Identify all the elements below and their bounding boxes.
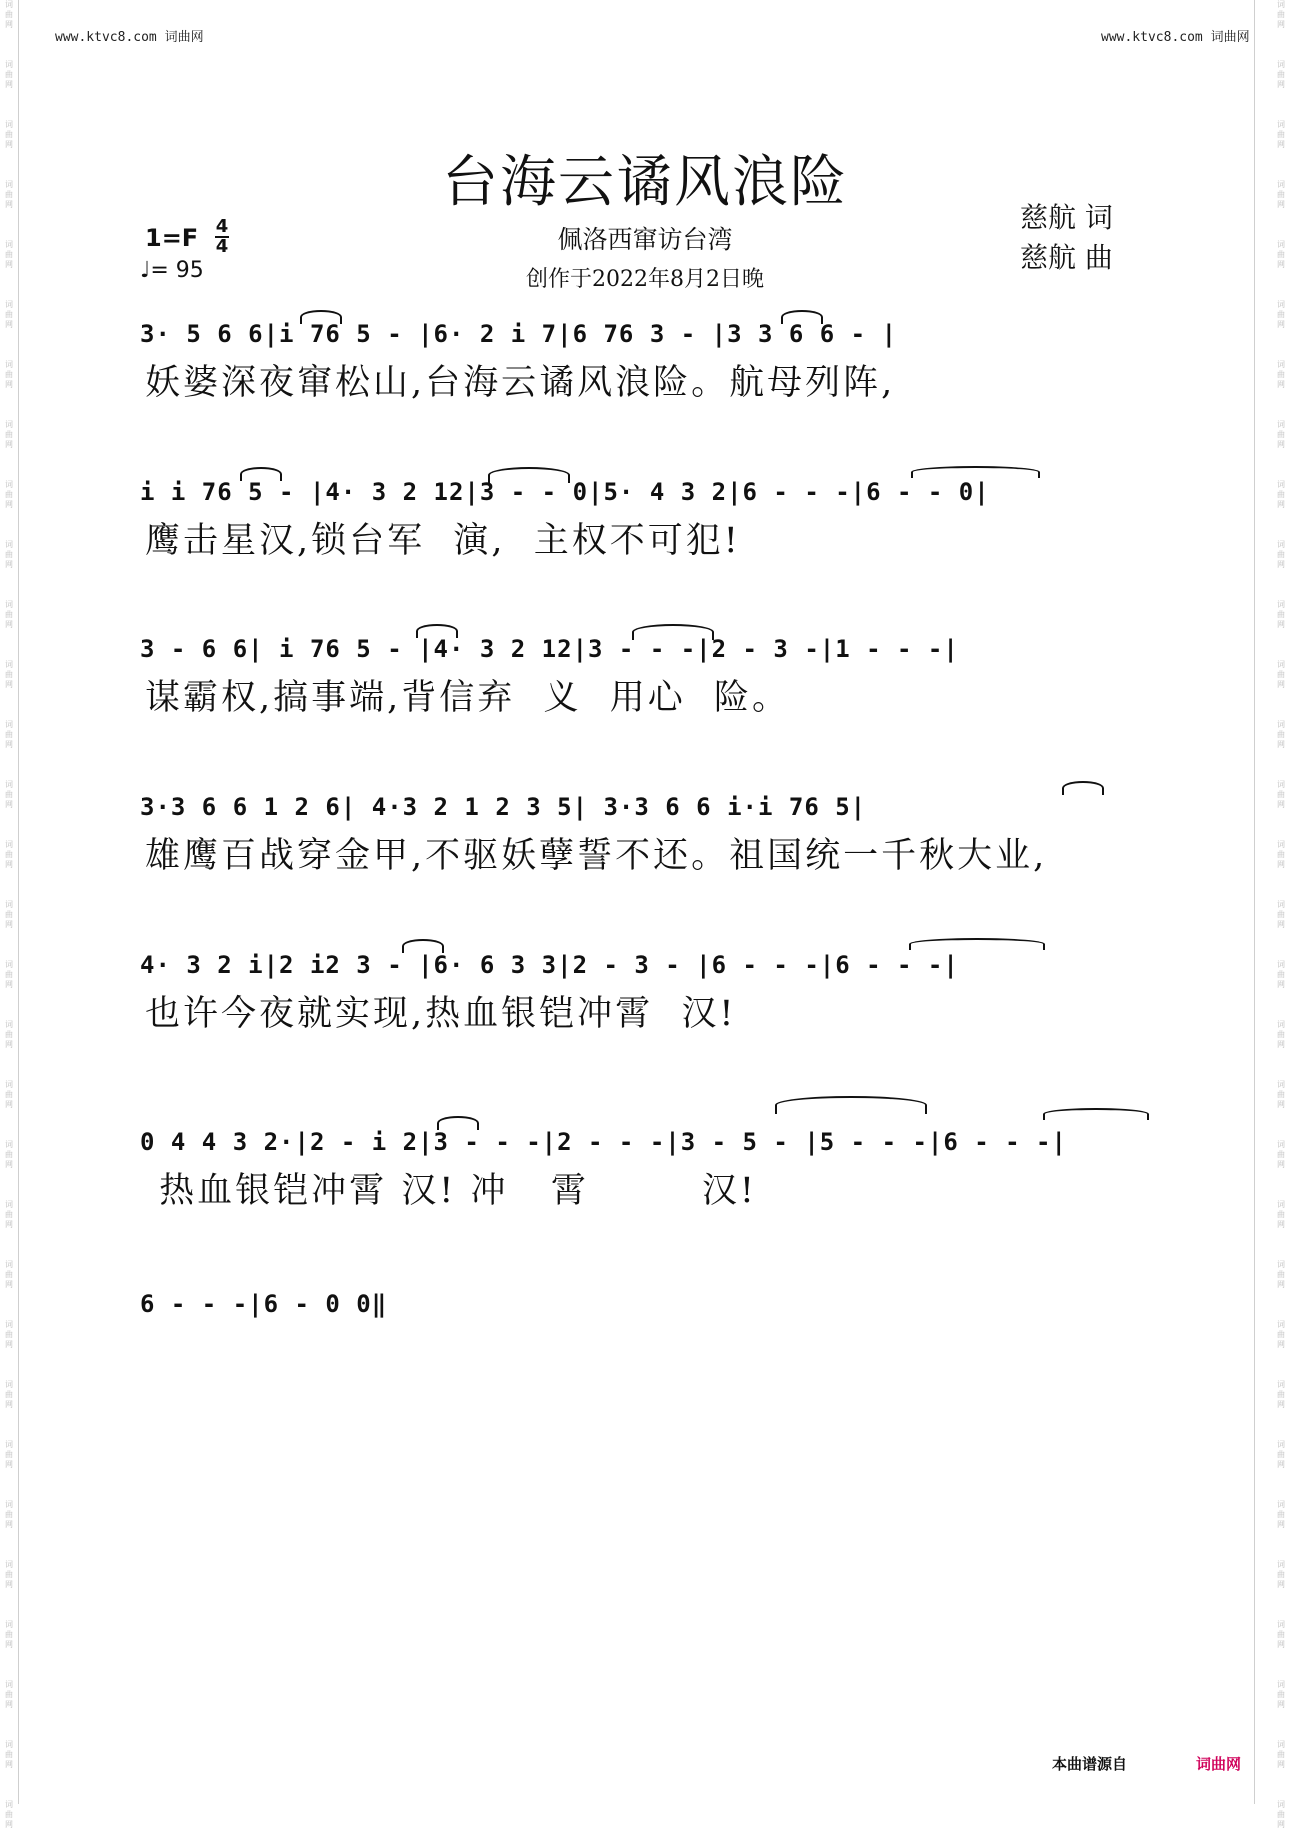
watermark-glyphs: 词 曲 网 <box>5 1320 13 1349</box>
time-signature-top: 4 <box>215 216 229 237</box>
lyrics-line-6: 热血银铠冲霄 汉! 冲 霄 汉! <box>145 1171 757 1211</box>
lyrics-line-4: 雄鹰百战穿金甲,不驱妖孽誓不还。祖国统一千秋大业, <box>145 836 1048 876</box>
composition-date: 创作于2022年8月2日晚 <box>526 267 764 292</box>
watermark-glyphs: 词 曲 网 <box>1277 660 1285 689</box>
watermark-glyphs: 词 曲 网 <box>1277 960 1285 989</box>
watermark-glyphs: 词 曲 网 <box>5 1680 13 1709</box>
tempo-marking: ♩= 95 <box>140 258 204 283</box>
slur <box>437 1116 479 1130</box>
slur <box>402 939 444 953</box>
composer-credit: 慈航 曲 <box>1020 241 1113 274</box>
watermark-glyphs: 词 曲 网 <box>5 540 13 569</box>
watermark-glyphs: 词 曲 网 <box>5 1140 13 1169</box>
notation-line-6: 0 4 4 3 2·|2 - i 2|3 - - -|2 - - -|3 - 5 - |5 - - -|6 - - -| <box>140 1128 1067 1156</box>
watermark-glyphs: 词 曲 网 <box>1277 1680 1285 1709</box>
watermark-glyphs: 词 曲 网 <box>5 1740 13 1769</box>
watermark-glyphs: 词 曲 网 <box>1277 1020 1285 1049</box>
watermark-glyphs: 词 曲 网 <box>1277 840 1285 869</box>
watermark-glyphs: 词 曲 网 <box>5 300 13 329</box>
watermark-glyphs: 词 曲 网 <box>5 360 13 389</box>
notation-line-1: 3· 5 6 6|i 76 5 - |6· 2 i 7|6 76 3 - |3 3 6 6 - | <box>140 320 898 348</box>
watermark-glyphs: 词 曲 网 <box>5 1260 13 1289</box>
lyrics-line-3: 谋霸权,搞事端,背信弃 义 用心 险。 <box>145 678 791 718</box>
watermark-glyphs: 词 曲 网 <box>5 1560 13 1589</box>
watermark-glyphs: 词 曲 网 <box>1277 0 1285 29</box>
watermark-glyphs: 词 曲 网 <box>1277 420 1285 449</box>
slur <box>1062 781 1104 795</box>
watermark-glyphs: 词 曲 网 <box>1277 240 1285 269</box>
watermark-glyphs: 词 曲 网 <box>5 60 13 89</box>
watermark-glyphs: 词 曲 网 <box>1277 300 1285 329</box>
lyrics-line-2: 鹰击星汉,锁台军 演, 主权不可犯! <box>145 521 741 561</box>
slur <box>632 624 714 640</box>
key-signature: 1=F <box>145 224 199 252</box>
watermark-glyphs: 词 曲 网 <box>5 600 13 629</box>
song-title: 台海云谲风浪险 <box>442 150 848 215</box>
watermark-glyphs: 词 曲 网 <box>1277 720 1285 749</box>
watermark-glyphs: 词 曲 网 <box>1277 1560 1285 1589</box>
watermark-glyphs: 词 曲 网 <box>5 1440 13 1469</box>
watermark-glyphs: 词 曲 网 <box>5 840 13 869</box>
watermark-glyphs: 词 曲 网 <box>5 1620 13 1649</box>
tie <box>911 466 1040 478</box>
notation-line-4: 3·3 6 6 1 2 6| 4·3 2 1 2 3 5| 3·3 6 6 i·i 76 5| <box>140 793 867 821</box>
watermark-glyphs: 词 曲 网 <box>1277 780 1285 809</box>
watermark-glyphs: 词 曲 网 <box>5 420 13 449</box>
footer-source-label: 本曲谱源自 <box>1052 1755 1128 1773</box>
watermark-glyphs: 词 曲 网 <box>1277 1140 1285 1169</box>
watermark-glyphs: 词 曲 网 <box>1277 1080 1285 1109</box>
slur <box>781 310 823 324</box>
watermark-glyphs: 词 曲 网 <box>5 1080 13 1109</box>
watermark-glyphs: 词 曲 网 <box>1277 60 1285 89</box>
slur <box>488 467 570 483</box>
lyrics-line-1: 妖婆深夜窜松山,台海云谲风浪险。航母列阵, <box>145 363 896 403</box>
lyrics-line-5: 也许今夜就实现,热血银铠冲霄 汉! <box>145 994 737 1034</box>
watermark-glyphs: 词 曲 网 <box>1277 120 1285 149</box>
watermark-glyphs: 词 曲 网 <box>1277 1380 1285 1409</box>
watermark-glyphs: 词 曲 网 <box>1277 480 1285 509</box>
watermark-glyphs: 词 曲 网 <box>1277 1200 1285 1229</box>
slur <box>300 310 342 324</box>
header-url-left[interactable]: www.ktvc8.com 词曲网 <box>55 30 204 45</box>
notation-line-3: 3 - 6 6| i 76 5 - |4· 3 2 12|3 - - -|2 - 3 -|1 - - -| <box>140 635 959 663</box>
watermark-glyphs: 词 曲 网 <box>5 1500 13 1529</box>
watermark-glyphs: 词 曲 网 <box>5 660 13 689</box>
notation-line-2: i i 76 5 - |4· 3 2 12|3 - - 0|5· 4 3 2|6 - - -|6 - - 0| <box>140 478 990 506</box>
subtitle: 佩洛西窜访台湾 <box>557 225 733 254</box>
watermark-glyphs: 词 曲 网 <box>5 900 13 929</box>
watermark-glyphs: 词 曲 网 <box>5 1800 13 1829</box>
watermark-glyphs: 词 曲 网 <box>5 1200 13 1229</box>
watermark-glyphs: 词 曲 网 <box>5 720 13 749</box>
lyricist-credit: 慈航 词 <box>1020 201 1113 234</box>
slur <box>775 1096 927 1114</box>
watermark-glyphs: 词 曲 网 <box>1277 1440 1285 1469</box>
slur <box>416 624 458 638</box>
footer-brand-link[interactable]: 词曲网 <box>1196 1755 1242 1773</box>
watermark-glyphs: 词 曲 网 <box>1277 1620 1285 1649</box>
watermark-glyphs: 词 曲 网 <box>5 1380 13 1409</box>
watermark-glyphs: 词 曲 网 <box>1277 1320 1285 1349</box>
notation-line-7: 6 - - -|6 - 0 0‖ <box>140 1290 388 1318</box>
watermark-glyphs: 词 曲 网 <box>5 120 13 149</box>
watermark-glyphs: 词 曲 网 <box>1277 1260 1285 1289</box>
watermark-glyphs: 词 曲 网 <box>1277 1800 1285 1829</box>
watermark-glyphs: 词 曲 网 <box>5 480 13 509</box>
notation-line-5: 4· 3 2 i|2 i2 3 - |6· 6 3 3|2 - 3 - |6 - - -|6 - - -| <box>140 951 959 979</box>
watermark-glyphs: 词 曲 网 <box>5 960 13 989</box>
watermark-glyphs: 词 曲 网 <box>1277 900 1285 929</box>
tie <box>909 938 1045 950</box>
watermark-glyphs: 词 曲 网 <box>5 180 13 209</box>
watermark-glyphs: 词 曲 网 <box>5 0 13 29</box>
watermark-glyphs: 词 曲 网 <box>1277 540 1285 569</box>
watermark-glyphs: 词 曲 网 <box>1277 600 1285 629</box>
slur <box>240 467 282 481</box>
watermark-glyphs: 词 曲 网 <box>1277 360 1285 389</box>
time-signature-bottom: 4 <box>215 236 229 257</box>
header-url-right[interactable]: www.ktvc8.com 词曲网 <box>1101 30 1250 45</box>
watermark-glyphs: 词 曲 网 <box>5 240 13 269</box>
watermark-glyphs: 词 曲 网 <box>5 1020 13 1049</box>
watermark-glyphs: 词 曲 网 <box>1277 180 1285 209</box>
watermark-glyphs: 词 曲 网 <box>5 780 13 809</box>
tie <box>1043 1108 1149 1120</box>
watermark-glyphs: 词 曲 网 <box>1277 1500 1285 1529</box>
watermark-glyphs: 词 曲 网 <box>1277 1740 1285 1769</box>
